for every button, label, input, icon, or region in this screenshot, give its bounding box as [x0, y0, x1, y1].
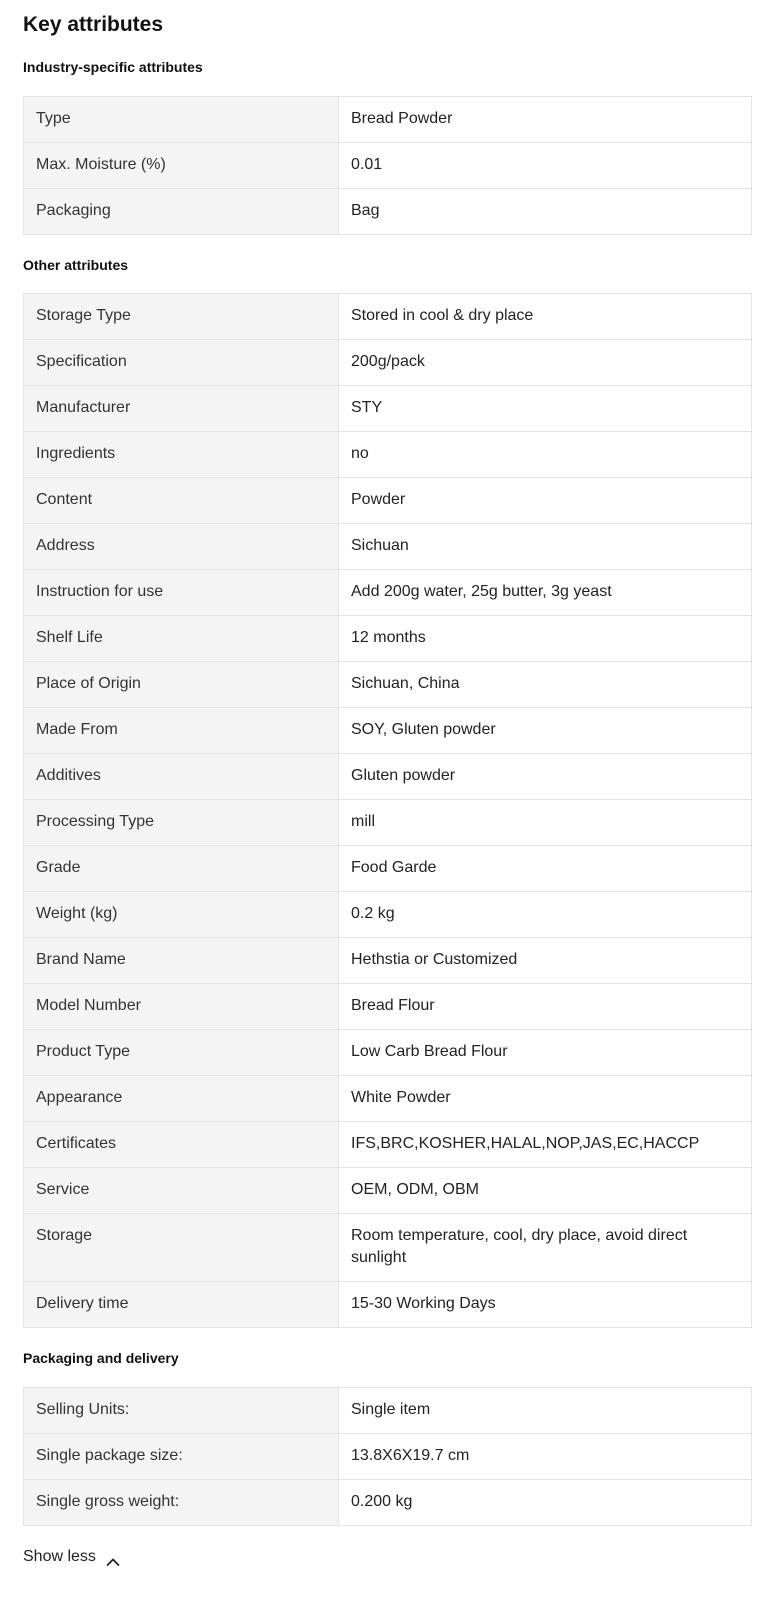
attribute-value: Food Garde — [339, 846, 752, 892]
attribute-key: Storage Type — [24, 294, 339, 340]
attribute-key: Certificates — [24, 1122, 339, 1168]
attribute-key: Max. Moisture (%) — [24, 143, 339, 189]
attribute-value: Sichuan — [339, 524, 752, 570]
attribute-key: Specification — [24, 340, 339, 386]
attribute-value: 13.8X6X19.7 cm — [339, 1434, 752, 1480]
attribute-key: Appearance — [24, 1076, 339, 1122]
attribute-key: Storage — [24, 1214, 339, 1282]
attribute-row — [24, 294, 752, 340]
section-title-other: Other attributes — [23, 257, 129, 273]
attribute-row — [24, 340, 752, 386]
attribute-key: Brand Name — [24, 938, 339, 984]
attribute-key: Place of Origin — [24, 662, 339, 708]
attribute-row — [24, 1434, 752, 1480]
attribute-row — [24, 386, 752, 432]
attribute-row — [24, 189, 752, 235]
attribute-row — [24, 1214, 752, 1282]
attribute-value: IFS,BRC,KOSHER,HALAL,NOP,JAS,EC,HACCP — [339, 1122, 752, 1168]
attribute-key: Weight (kg) — [24, 892, 339, 938]
attribute-row — [24, 1388, 752, 1434]
attribute-key: Instruction for use — [24, 570, 339, 616]
attribute-row — [24, 1030, 752, 1076]
attribute-value: STY — [339, 386, 752, 432]
attribute-key: Shelf Life — [24, 616, 339, 662]
attribute-key: Type — [24, 97, 339, 143]
attribute-key: Manufacturer — [24, 386, 339, 432]
attribute-key: Additives — [24, 754, 339, 800]
attribute-value: Bread Powder — [339, 97, 752, 143]
attribute-value: 0.2 kg — [339, 892, 752, 938]
attribute-key: Selling Units: — [24, 1388, 339, 1434]
page-title: Key attributes — [23, 13, 164, 36]
attribute-value: 0.01 — [339, 143, 752, 189]
attribute-key: Delivery time — [24, 1282, 339, 1328]
attribute-value: 15-30 Working Days — [339, 1282, 752, 1328]
attribute-row — [24, 97, 752, 143]
attribute-row — [24, 524, 752, 570]
attribute-value: Low Carb Bread Flour — [339, 1030, 752, 1076]
show-less-label: Show less — [23, 1548, 96, 1565]
attribute-key: Single package size: — [24, 1434, 339, 1480]
attribute-row — [24, 984, 752, 1030]
attributes-table-packaging — [23, 1387, 752, 1526]
attribute-row — [24, 1480, 752, 1526]
attribute-row — [24, 1076, 752, 1122]
attribute-key: Packaging — [24, 189, 339, 235]
attribute-value: Sichuan, China — [339, 662, 752, 708]
section-title-packaging: Packaging and delivery — [23, 1350, 179, 1366]
attribute-value: Single item — [339, 1388, 752, 1434]
attribute-key: Product Type — [24, 1030, 339, 1076]
attribute-row — [24, 570, 752, 616]
attribute-key: Address — [24, 524, 339, 570]
attribute-value: mill — [339, 800, 752, 846]
attribute-value: 0.200 kg — [339, 1480, 752, 1526]
attribute-value: OEM, ODM, OBM — [339, 1168, 752, 1214]
attribute-value: 200g/pack — [339, 340, 752, 386]
section-title-industry: Industry-specific attributes — [23, 59, 203, 75]
attribute-value: SOY, Gluten powder — [339, 708, 752, 754]
attributes-table-other — [23, 293, 752, 1328]
attribute-key: Ingredients — [24, 432, 339, 478]
attribute-value: Bread Flour — [339, 984, 752, 1030]
attribute-row — [24, 1122, 752, 1168]
attribute-row — [24, 708, 752, 754]
attribute-row — [24, 1168, 752, 1214]
attribute-value: 12 months — [339, 616, 752, 662]
attribute-key: Content — [24, 478, 339, 524]
attribute-row — [24, 662, 752, 708]
attribute-value: Gluten powder — [339, 754, 752, 800]
attribute-key: Made From — [24, 708, 339, 754]
attribute-row — [24, 478, 752, 524]
attribute-row — [24, 938, 752, 984]
chevron-up-icon — [106, 1552, 120, 1562]
attribute-key: Service — [24, 1168, 339, 1214]
attribute-row — [24, 754, 752, 800]
attribute-row — [24, 846, 752, 892]
attribute-value: Room temperature, cool, dry place, avoid direct sunlight — [339, 1214, 752, 1282]
attribute-row — [24, 800, 752, 846]
attributes-table-industry — [23, 96, 752, 235]
attribute-value: Bag — [339, 189, 752, 235]
attribute-value: Stored in cool & dry place — [339, 294, 752, 340]
attribute-value: Hethstia or Customized — [339, 938, 752, 984]
key-attributes-panel — [23, 0, 752, 1568]
attribute-value: no — [339, 432, 752, 478]
attribute-row — [24, 143, 752, 189]
attribute-key: Single gross weight: — [24, 1480, 339, 1526]
attribute-value: Add 200g water, 25g butter, 3g yeast — [339, 570, 752, 616]
attribute-row — [24, 1282, 752, 1328]
attribute-value: White Powder — [339, 1076, 752, 1122]
attribute-key: Grade — [24, 846, 339, 892]
attribute-value: Powder — [339, 478, 752, 524]
attribute-key: Processing Type — [24, 800, 339, 846]
attribute-row — [24, 616, 752, 662]
attribute-row — [24, 892, 752, 938]
attribute-key: Model Number — [24, 984, 339, 1030]
show-less-button[interactable] — [23, 1546, 120, 1568]
attribute-row — [24, 432, 752, 478]
